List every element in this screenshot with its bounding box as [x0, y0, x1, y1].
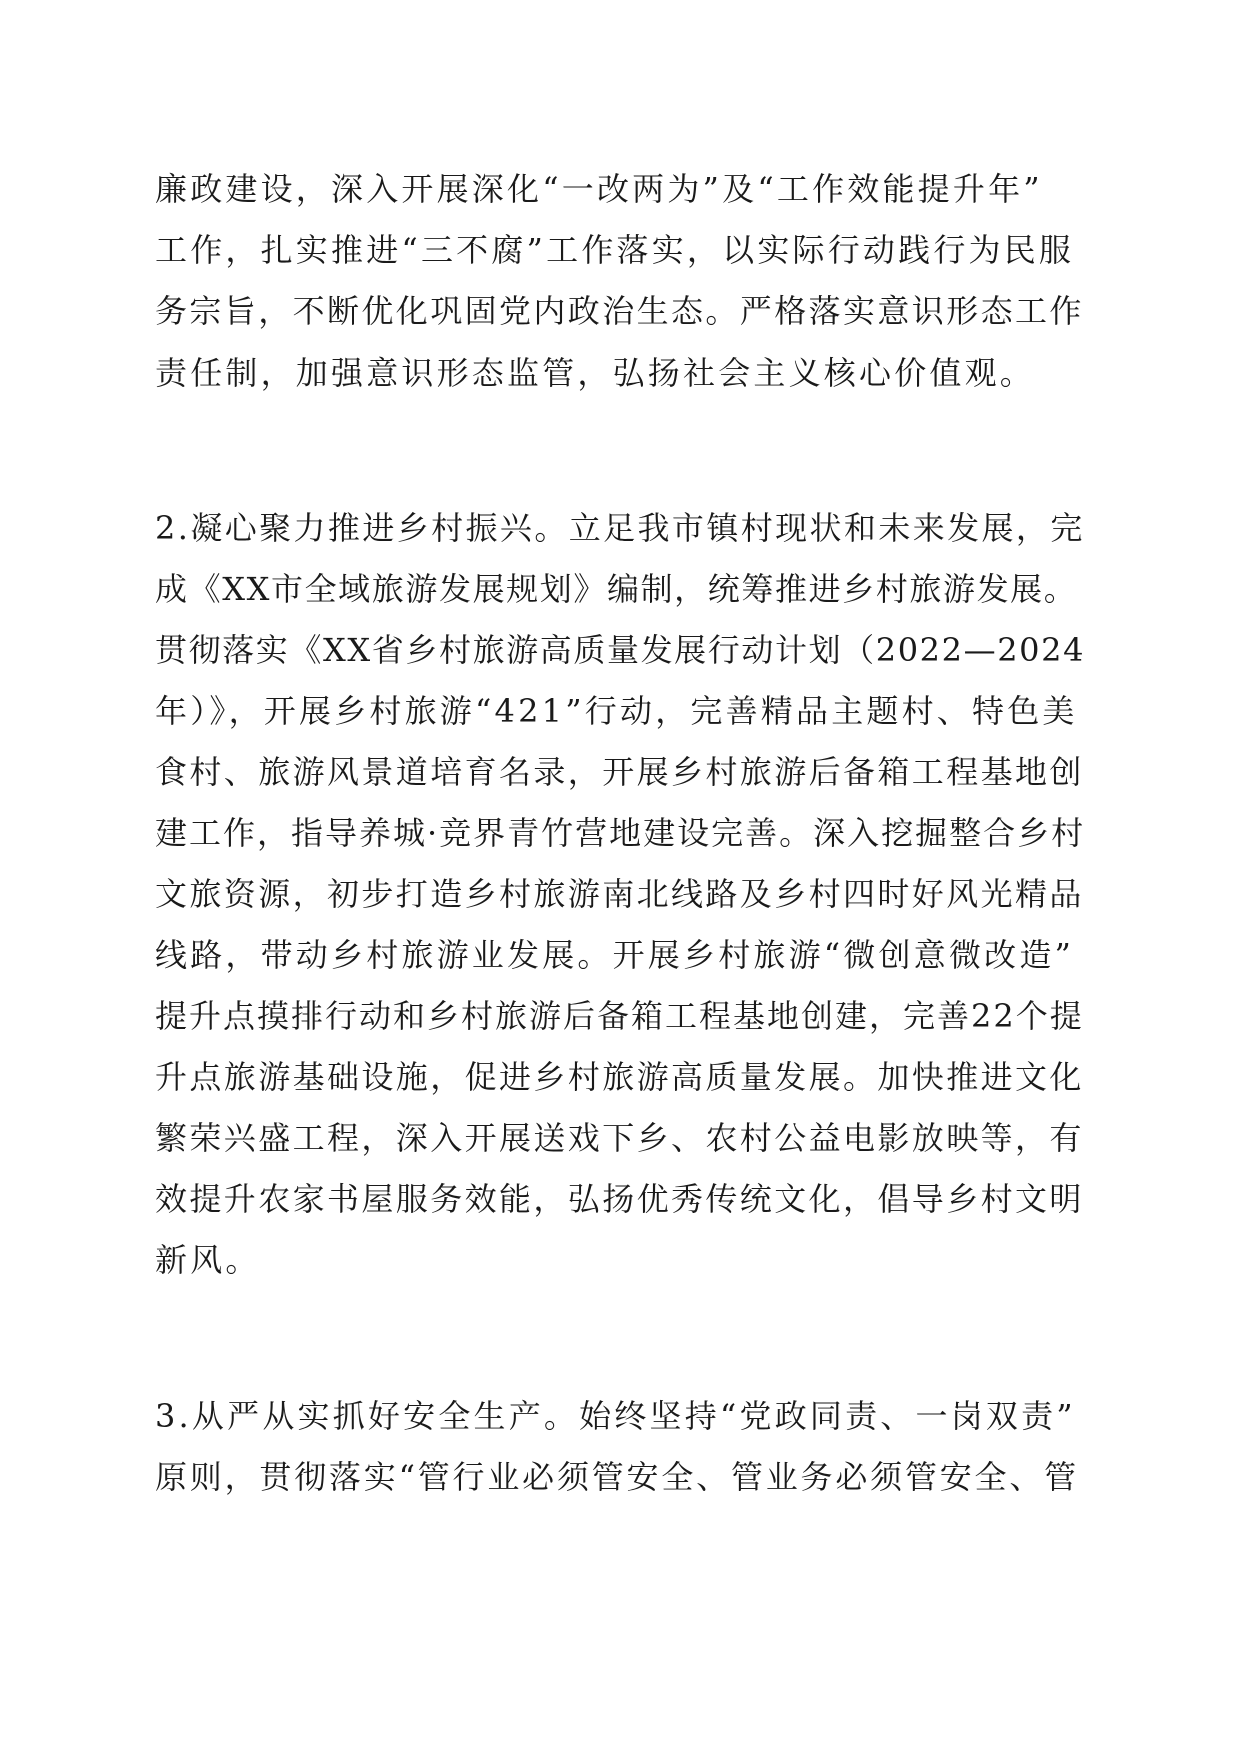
text-line: 务宗旨，不断优化巩固党内政治生态。严格落实意识形态工作: [155, 292, 1084, 330]
text-line: 升点旅游基础设施，促进乡村旅游高质量发展。加快推进文化: [155, 1058, 1084, 1096]
text-line: 食村、旅游风景道培育名录，开展乡村旅游后备箱工程基地创: [155, 753, 1084, 791]
text-line: 提升点摸排行动和乡村旅游后备箱工程基地创建，完善22个提: [155, 997, 1084, 1035]
text-line: 效提升农家书屋服务效能，弘扬优秀传统文化，倡导乡村文明: [155, 1180, 1084, 1218]
text-line: 繁荣兴盛工程，深入开展送戏下乡、农村公益电影放映等，有: [155, 1119, 1084, 1157]
text-line: 文旅资源，初步打造乡村旅游南北线路及乡村四时好风光精品: [155, 875, 1084, 913]
text-line: 线路，带动乡村旅游业发展。开展乡村旅游“微创意微改造”: [155, 936, 1075, 974]
text-line: 年）》，开展乡村旅游“421”行动，完善精品主题村、特色美: [155, 692, 1078, 730]
text-line: 廉政建设，深入开展深化“一改两为”及“工作效能提升年”: [155, 170, 1043, 208]
text-line: 原则，贯彻落实“管行业必须管安全、管业务必须管安全、管: [155, 1458, 1079, 1496]
text-line: 工作，扎实推进“三不腐”工作落实，以实际行动践行为民服: [155, 231, 1075, 269]
text-line: 建工作，指导养城·竞界青竹营地建设完善。深入挖掘整合乡村: [155, 814, 1085, 852]
text-line: 3.从严从实抓好安全生产。始终坚持“党政同责、一岗双责”: [155, 1397, 1076, 1435]
text-line: 成《XX市全域旅游发展规划》编制，统筹推进乡村旅游发展。: [155, 570, 1078, 608]
text-line: 新风。: [155, 1241, 261, 1279]
text-line: 2.凝心聚力推进乡村振兴。立足我市镇村现状和未来发展，完: [155, 509, 1085, 547]
text-line: 责任制，加强意识形态监管，弘扬社会主义核心价值观。: [155, 354, 1036, 392]
text-line: 贯彻落实《XX省乡村旅游高质量发展行动计划（2022—2024: [155, 631, 1085, 669]
